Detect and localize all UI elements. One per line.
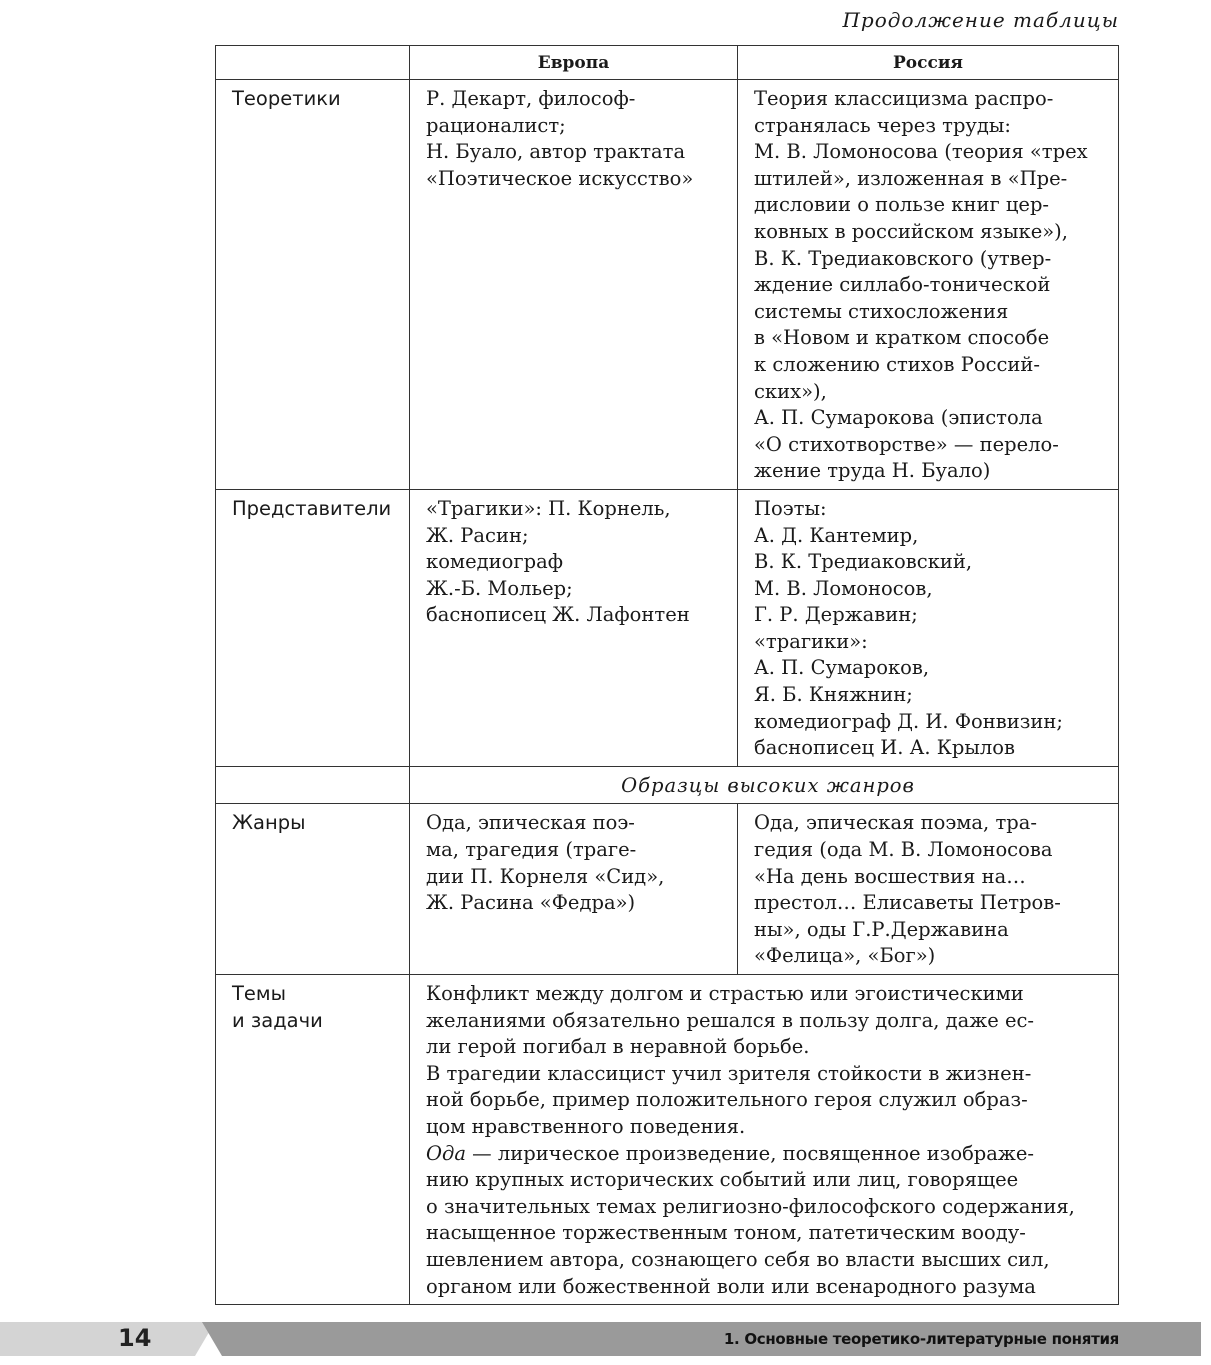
page-footer xyxy=(0,1322,1211,1356)
text-line: Я. Б. Княжнин; xyxy=(754,683,913,707)
text-line: престол… Елисаветы Петров- xyxy=(754,891,1061,915)
text-line: «О стихотворстве» — перело- xyxy=(754,432,1059,456)
text-line: «На день восшествия на… xyxy=(754,864,1026,888)
text-line: ма, трагедия (траге- xyxy=(426,838,637,862)
ode-first-rest: — лирическое произведение, посвященное изображе- xyxy=(465,1141,1034,1165)
text-line: нию крупных исторических событий или лиц, говорящее xyxy=(426,1168,1019,1192)
text-line: ждение силлабо-тонической xyxy=(754,273,1051,297)
text-line: дии П. Корнеля «Сид», xyxy=(426,864,665,888)
header-empty xyxy=(216,46,410,80)
text-line: М. В. Ломоносова (теория «трех xyxy=(754,140,1088,164)
header-russia: Россия xyxy=(738,46,1119,80)
text-line: к сложению стихов Россий- xyxy=(754,352,1040,376)
text-line: Н. Буало, автор трактата xyxy=(426,140,686,164)
text-line: рационалист; xyxy=(426,113,566,137)
text-line: Теория классицизма распро- xyxy=(754,87,1054,110)
cell-theorists-russia xyxy=(738,80,1119,490)
text-line: «трагики»: xyxy=(754,629,868,653)
header-row xyxy=(216,46,1119,80)
text-line: странялась через труды: xyxy=(754,113,1011,137)
text-line: Поэты: xyxy=(754,496,827,520)
text-line: шевлением автора, сознающего себя во власти высших сил, xyxy=(426,1247,1050,1271)
text-line: А. Д. Кантемир, xyxy=(754,523,919,547)
ode-term: Ода xyxy=(426,1141,466,1165)
text-line: органом или божественной воли или всенародного разума xyxy=(426,1274,1036,1298)
text-line: «Трагики»: П. Корнель, xyxy=(426,496,671,520)
row-label-representatives: Представители xyxy=(216,489,410,766)
text-line: дисловии о пользе книг цер- xyxy=(754,193,1050,217)
themes-text xyxy=(426,981,1110,1141)
text-line: Ж. Расин; xyxy=(426,523,529,547)
text-line: «Фелица», «Бог») xyxy=(754,944,936,968)
text-line: Темы xyxy=(232,982,287,1005)
ode-definition-first-line xyxy=(426,1141,1110,1168)
text-line: Ода, эпическая поэ- xyxy=(426,811,635,835)
continuation-note: Продолжение таблицы xyxy=(842,8,1119,32)
text-line: В. К. Тредиаковский, xyxy=(754,550,973,574)
text-line: ной борьбе, пример положительного героя служил образ- xyxy=(426,1088,1028,1112)
row-subheading xyxy=(216,766,1119,804)
text-line: Ода, эпическая поэма, тра- xyxy=(754,811,1037,835)
text-line: баснописец Ж. Лафонтен xyxy=(426,603,690,627)
row-representatives xyxy=(216,489,1119,766)
row-theorists xyxy=(216,80,1119,490)
cell-genres-russia xyxy=(738,804,1119,975)
text-line: Конфликт между долгом и страстью или эгоистическими xyxy=(426,982,1024,1005)
text-line: штилей», изложенная в «Пре- xyxy=(754,166,1068,190)
cell-representatives-europe xyxy=(410,489,738,766)
ode-definition-text xyxy=(426,1167,1110,1300)
text-line: Ж.-Б. Мольер; xyxy=(426,576,573,600)
row-themes xyxy=(216,975,1119,1305)
text-line: А. П. Сумароков, xyxy=(754,656,930,680)
text-line: желаниями обязательно решался в пользу долга, даже ес- xyxy=(426,1008,1035,1032)
header-europe: Европа xyxy=(410,46,738,80)
row-genres xyxy=(216,804,1119,975)
text-line: ковных в российском языке»), xyxy=(754,219,1068,243)
row-label-theorists: Теоретики xyxy=(216,80,410,490)
text-line: комедиограф xyxy=(426,550,563,574)
cell-representatives-russia xyxy=(738,489,1119,766)
text-line: Р. Декарт, философ- xyxy=(426,87,636,110)
text-line: В трагедии классицист учил зрителя стойкости в жизнен- xyxy=(426,1061,1032,1085)
text-line: «Поэтическое искусство» xyxy=(426,166,694,190)
text-line: М. В. Ломоносов, xyxy=(754,576,933,600)
text-line: цом нравственного поведения. xyxy=(426,1114,746,1138)
text-line: Ж. Расина «Федра») xyxy=(426,891,636,915)
text-line: в «Новом и кратком способе xyxy=(754,326,1050,350)
text-line: комедиограф Д. И. Фонвизин; xyxy=(754,709,1063,733)
text-line: ны», оды Г.Р.Державина xyxy=(754,917,1009,941)
classicism-table xyxy=(215,45,1119,1305)
text-line: гедия (ода М. В. Ломоносова xyxy=(754,838,1053,862)
text-line: системы стихосложения xyxy=(754,299,1009,323)
row-label-themes xyxy=(216,975,410,1305)
text-line: насыщенное торжественным тоном, патетическим вооду- xyxy=(426,1221,1026,1245)
subheading-empty xyxy=(216,766,410,804)
footer-page-tab xyxy=(0,1322,195,1356)
text-line: Г. Р. Державин; xyxy=(754,603,918,627)
text-line: ских»), xyxy=(754,379,827,403)
subheading-high-genres: Образцы высоких жанров xyxy=(410,766,1119,804)
text-line: А. П. Сумарокова (эпистола xyxy=(754,406,1043,430)
text-line: жение труда Н. Буало) xyxy=(754,459,991,483)
text-line: баснописец И. А. Крылов xyxy=(754,736,1015,760)
cell-genres-europe xyxy=(410,804,738,975)
row-label-genres: Жанры xyxy=(216,804,410,975)
page-number: 14 xyxy=(118,1324,152,1352)
cell-theorists-europe xyxy=(410,80,738,490)
cell-themes xyxy=(410,975,1119,1305)
chapter-title: 1. Основные теоретико-литературные понятия xyxy=(723,1330,1119,1348)
text-line: и задачи xyxy=(232,1008,323,1032)
text-line: В. К. Тредиаковского (утвер- xyxy=(754,246,1052,270)
text-line: о значительных темах религиозно-философского содержания, xyxy=(426,1194,1075,1218)
text-line: ли герой погибал в неравной борьбе. xyxy=(426,1035,810,1059)
